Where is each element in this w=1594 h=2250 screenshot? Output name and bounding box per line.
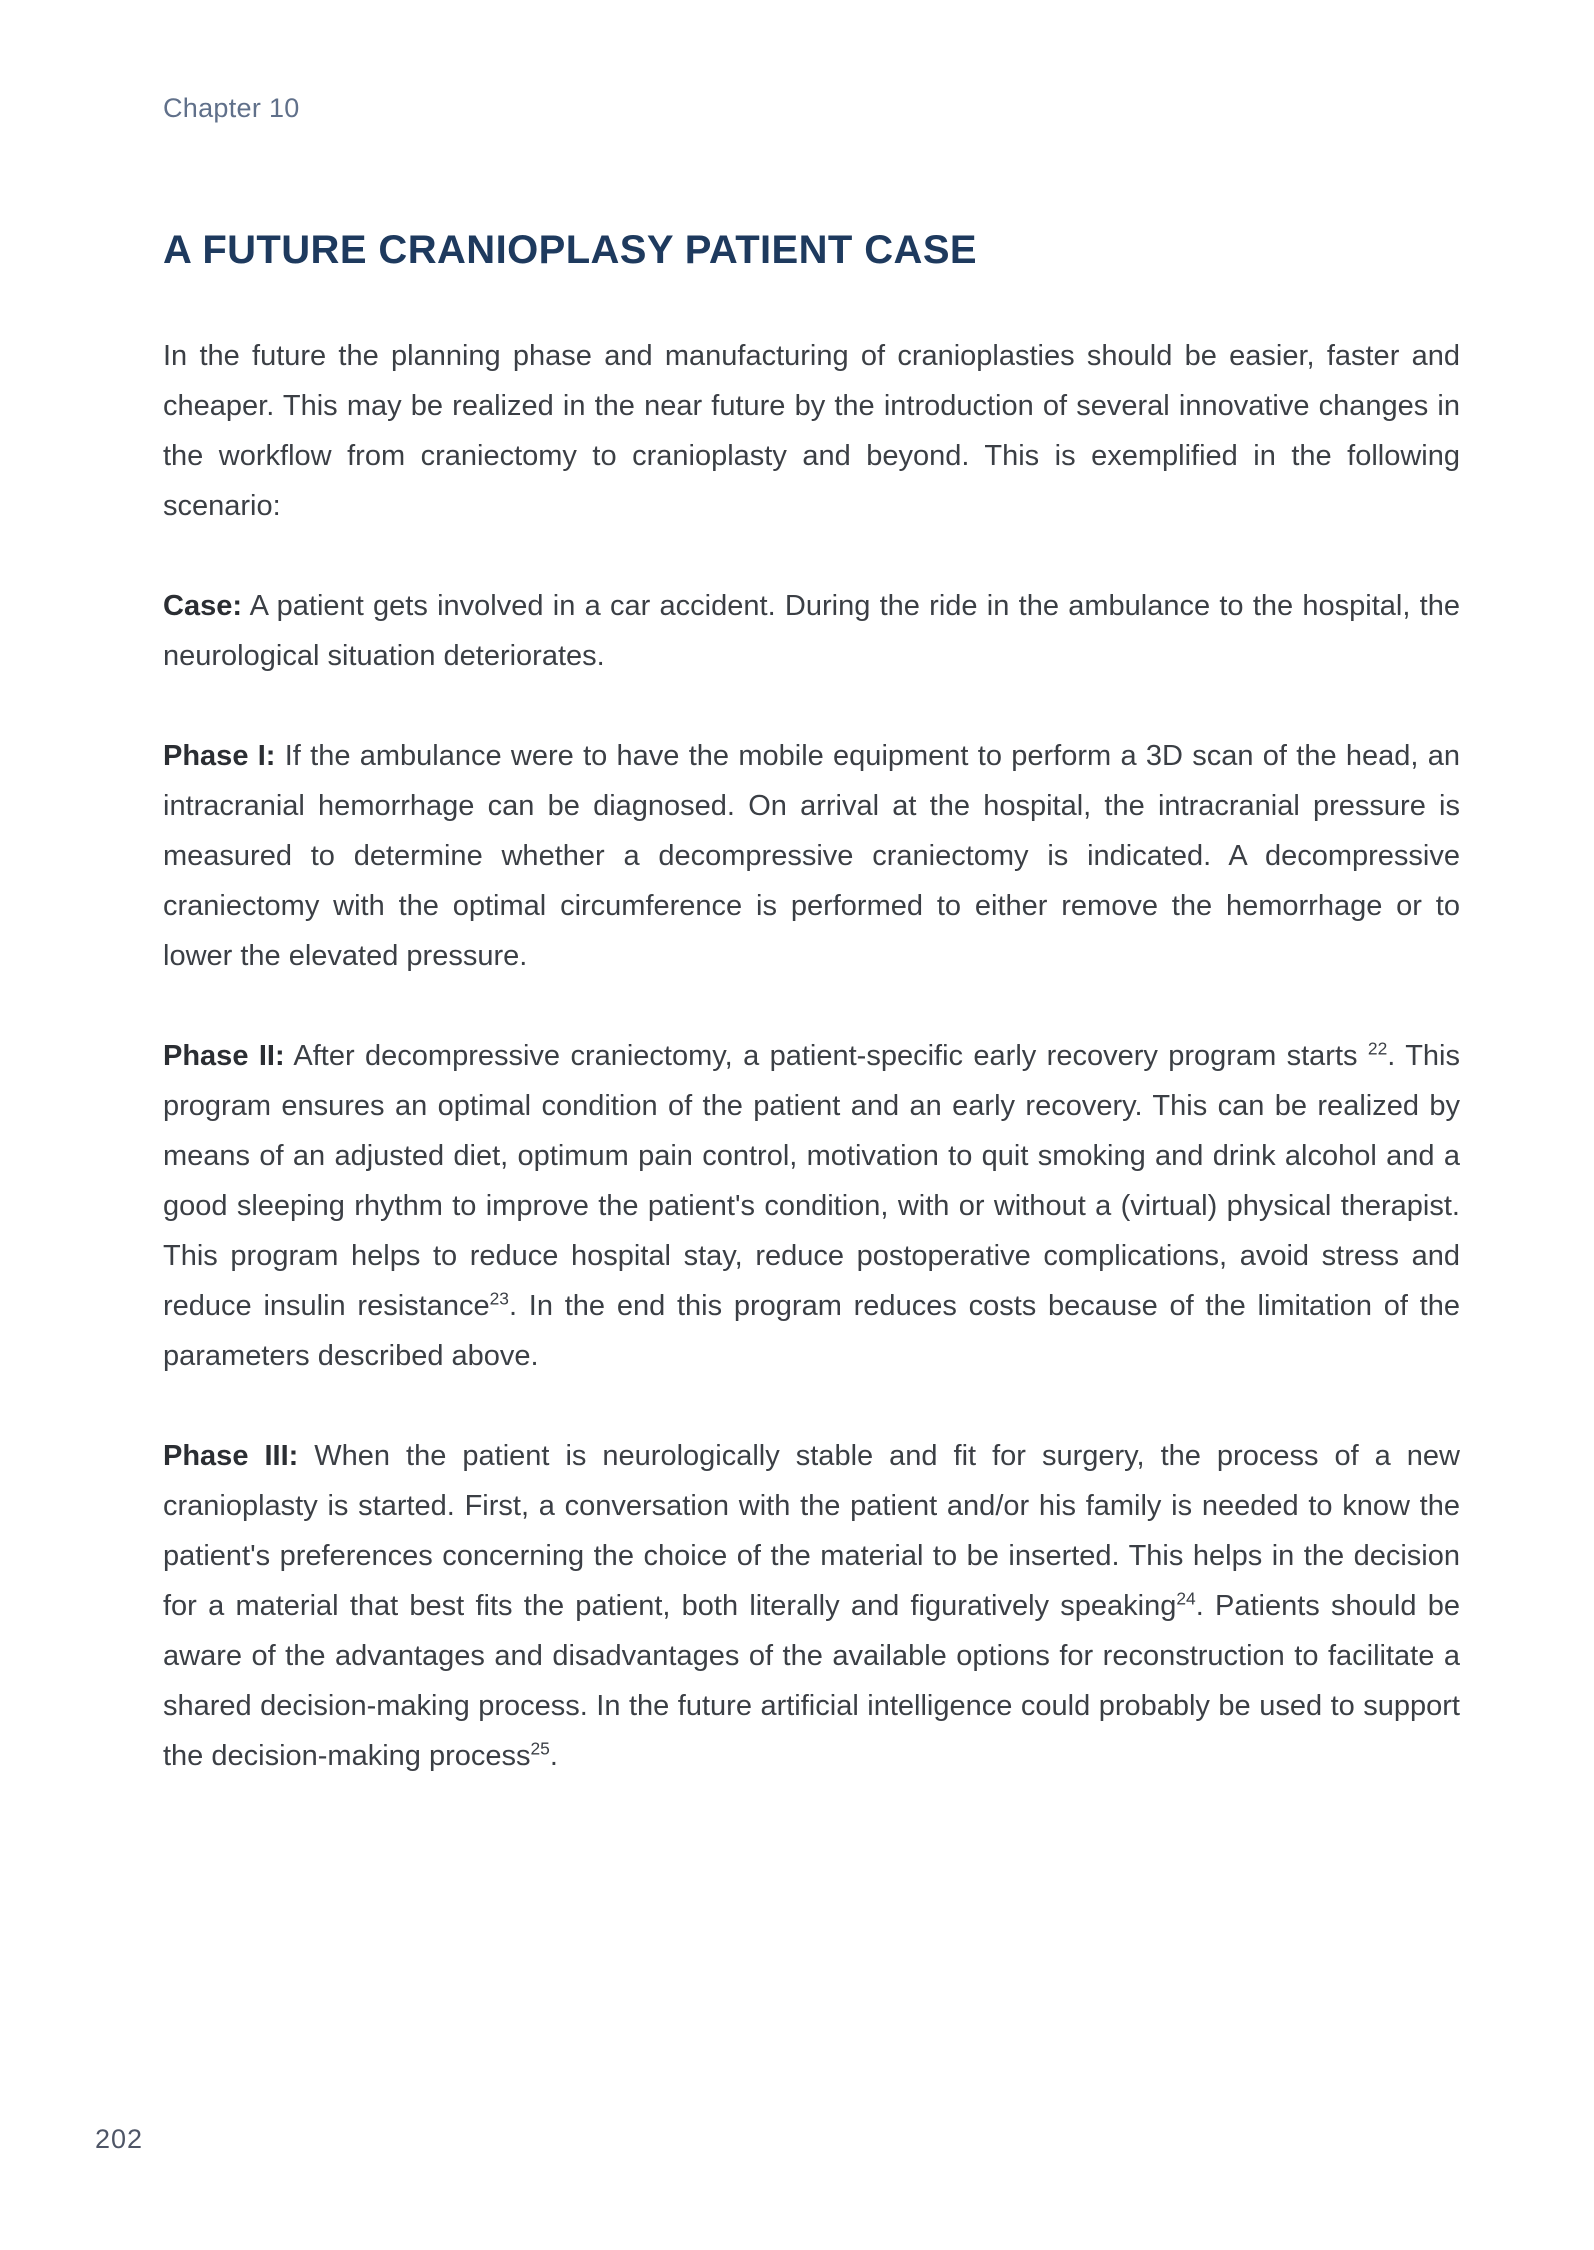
paragraph-text: .	[549, 1740, 558, 1772]
paragraph-text: A patient gets involved in a car accident. During the ride in the ambulance to the hospital, the neurological situation deteriorates.	[163, 590, 1460, 672]
citation-reference-25: 25	[530, 1738, 550, 1759]
page-title: A FUTURE CRANIOPLASY PATIENT CASE	[163, 228, 977, 272]
paragraph-text: After decompressive craniectomy, a patient-specific early recovery program starts	[284, 1040, 1368, 1072]
paragraph-text: When the patient is neurologically stable and fit for surgery, the process of a new cranioplasty is started. First, a conversation with the patient and/or his family is needed to know the patient's preferences concerning the choice of the material to be inserted. This helps in the decision for a material that best fits the patient, both literally and figuratively speaking	[163, 1440, 1460, 1622]
paragraph-phase-3	[163, 1431, 1460, 1781]
paragraph-text: In the future the planning phase and manufacturing of cranioplasties should be easier, faster and cheaper. This may be realized in the near future by the introduction of several innovative changes in the workflow from craniectomy to cranioplasty and beyond. This is exemplified in the following scenario:	[163, 340, 1460, 522]
phase-2-label: Phase II:	[163, 1040, 285, 1072]
paragraph-phase-1	[163, 731, 1460, 981]
citation-reference-24: 24	[1176, 1588, 1196, 1609]
phase-1-label: Phase I:	[163, 740, 276, 772]
page-number: 202	[95, 2124, 144, 2154]
paragraph-phase-2	[163, 1031, 1460, 1381]
paragraph-text: If the ambulance were to have the mobile equipment to perform a 3D scan of the head, an intracranial hemorrhage can be diagnosed. On arrival at the hospital, the intracranial pressure is measured to determine whether a decompressive craniectomy is indicated. A decompressive craniectomy with the optimal circumference is performed to either remove the hemorrhage or to lower the elevated pressure.	[163, 740, 1460, 972]
paragraph-text: . Patients should be aware of the advantages and disadvantages of the available options for reconstruction to facilitate a shared decision-making process. In the future artificial intelligence could probably be used to support the decision-making process	[163, 1590, 1460, 1772]
paragraph-text: . This program ensures an optimal condition of the patient and an early recovery. This can be realized by means of an adjusted diet, optimum pain control, motivation to quit smoking and drink alcohol and a good sleeping rhythm to improve the patient's condition, with or without a (virtual) physical therapist. This program helps to reduce hospital stay, reduce postoperative complications, avoid stress and reduce insulin resistance	[163, 1040, 1460, 1322]
citation-reference-22: 22	[1367, 1038, 1388, 1059]
paragraph-case	[163, 581, 1460, 681]
case-label: Case:	[163, 590, 242, 622]
paragraph-text: . In the end this program reduces costs because of the limitation of the parameters described above.	[163, 1290, 1460, 1372]
phase-3-label: Phase III:	[163, 1440, 299, 1472]
running-head-chapter: Chapter 10	[163, 93, 300, 123]
citation-reference-23: 23	[489, 1288, 509, 1309]
paragraph-intro	[163, 331, 1460, 531]
text-column	[163, 93, 1460, 1831]
